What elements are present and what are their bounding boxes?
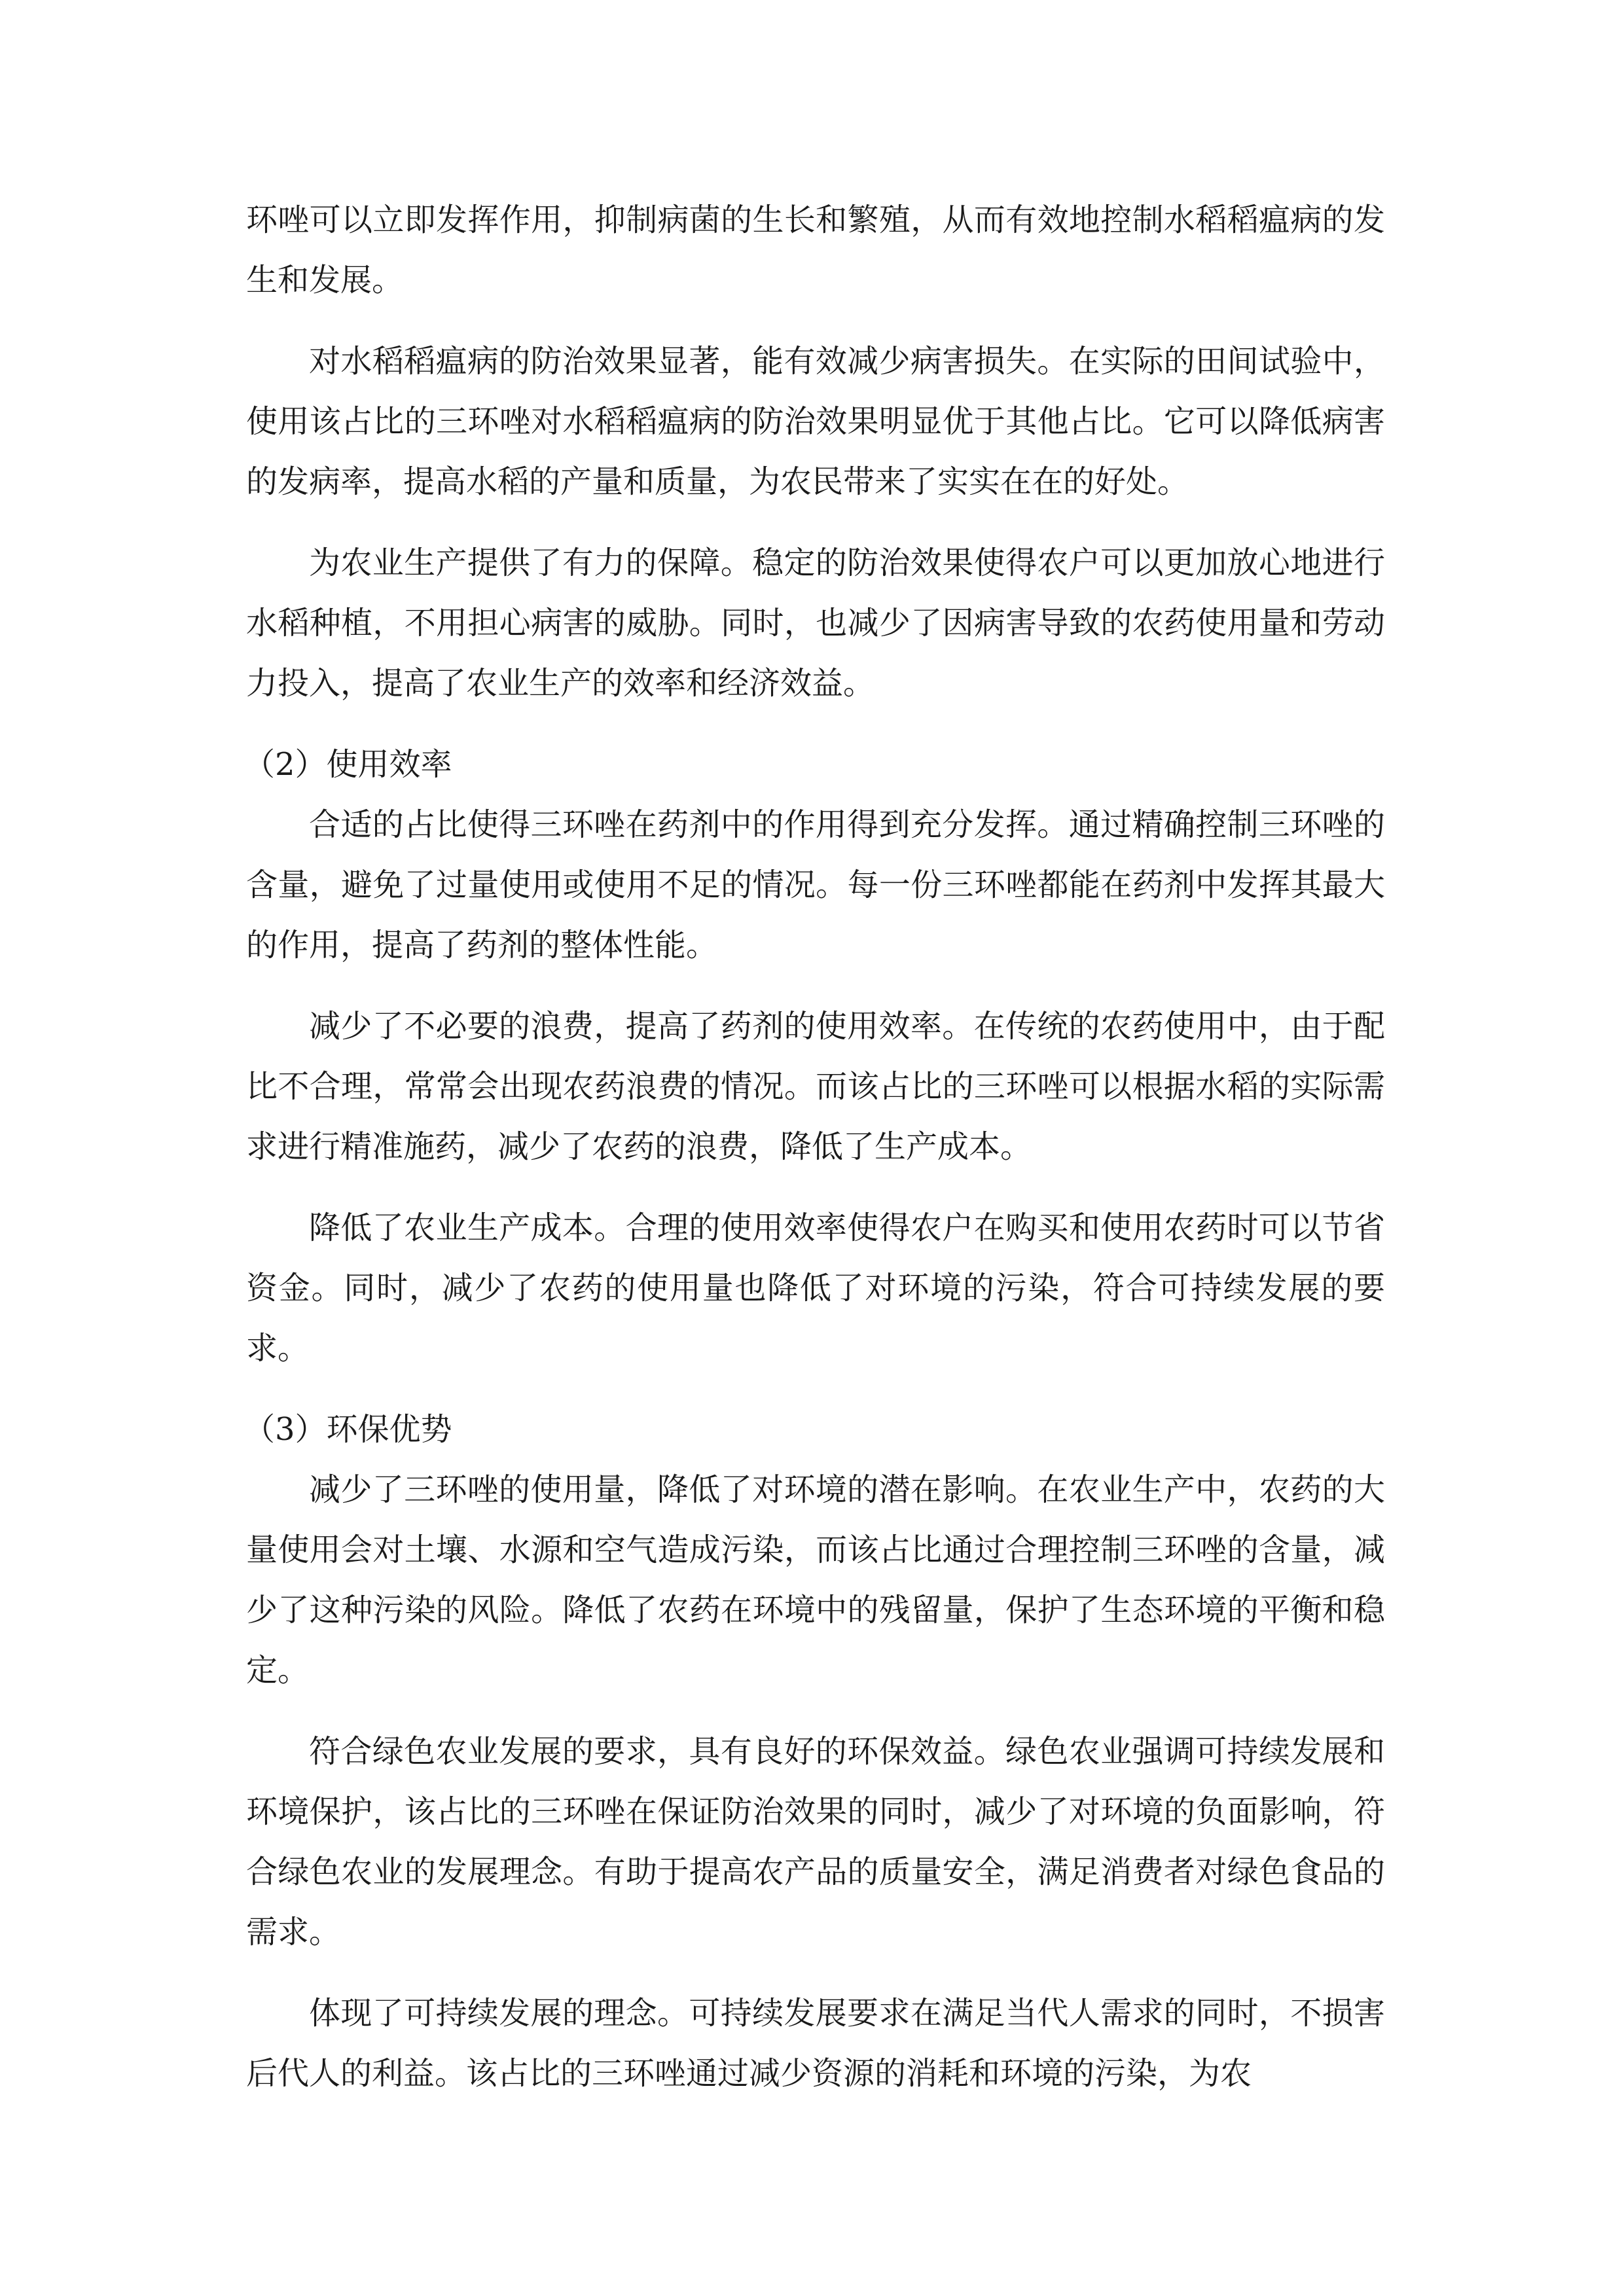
- paragraph-green-agriculture: 符合绿色农业发展的要求，具有良好的环保效益。绿色农业强调可持续发展和环境保护，该占比的三环唑在保证防治效果的同时，减少了对环境的负面影响，符合绿色农业的发展理念。有助于提高农产品的质量安全，满足消费者对绿色食品的需求。: [246, 1733, 1385, 1950]
- document-page: [246, 190, 1385, 2125]
- paragraph-control-effect: 对水稻稻瘟病的防治效果显著，能有效减少病害损失。在实际的田间试验中，使用该占比的三环唑对水稻稻瘟病的防治效果明显优于其他占比。它可以降低病害的发病率，提高水稻的产量和质量，为农民带来了实实在在的好处。: [246, 343, 1385, 500]
- paragraph-continued: 环唑可以立即发挥作用，抑制病菌的生长和繁殖，从而有效地控制水稻稻瘟病的发生和发展。: [246, 202, 1385, 298]
- paragraph-sustainable-development: 体现了可持续发展的理念。可持续发展要求在满足当代人需求的同时，不损害后代人的利益。该占比的三环唑通过减少资源的消耗和环境的污染，为农: [246, 1995, 1385, 2092]
- section-heading-usage-efficiency: （2）使用效率: [244, 746, 452, 783]
- paragraph-reduce-waste: 减少了不必要的浪费，提高了药剂的使用效率。在传统的农药使用中，由于配比不合理，常常会出现农药浪费的情况。而该占比的三环唑可以根据水稻的实际需求进行精准施药，减少了农药的浪费，降低了生产成本。: [246, 1008, 1385, 1165]
- paragraph-production-guarantee: 为农业生产提供了有力的保障。稳定的防治效果使得农户可以更加放心地进行水稻种植，不用担心病害的威胁。同时，也减少了因病害导致的农药使用量和劳动力投入，提高了农业生产的效率和经济效益。: [246, 545, 1385, 702]
- section-heading-environmental-advantage: （3）环保优势: [244, 1411, 452, 1448]
- paragraph-lower-cost: 降低了农业生产成本。合理的使用效率使得农户在购买和使用农药时可以节省资金。同时，减少了农药的使用量也降低了对环境的污染，符合可持续发展的要求。: [246, 1210, 1385, 1367]
- paragraph-reduce-usage: 减少了三环唑的使用量，降低了对环境的潜在影响。在农业生产中，农药的大量使用会对土壤、水源和空气造成污染，而该占比通过合理控制三环唑的含量，减少了这种污染的风险。降低了农药在环境中的残留量，保护了生态环境的平衡和稳定。: [246, 1471, 1385, 1689]
- paragraph-proper-ratio: 合适的占比使得三环唑在药剂中的作用得到充分发挥。通过精确控制三环唑的含量，避免了过量使用或使用不足的情况。每一份三环唑都能在药剂中发挥其最大的作用，提高了药剂的整体性能。: [246, 806, 1385, 963]
